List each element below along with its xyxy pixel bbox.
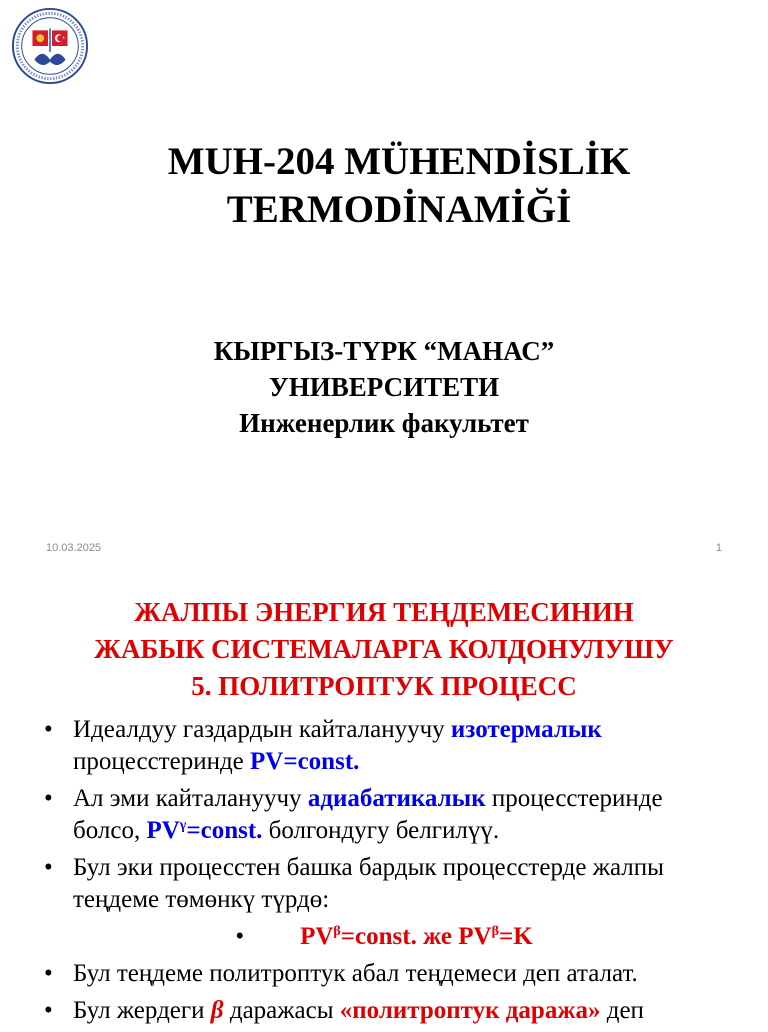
slide-heading — [0, 594, 768, 705]
bullet-text: Бул теңдеме политроптук абал теңдемеси деп аталат. — [73, 960, 638, 987]
formula-part: PV — [146, 817, 180, 844]
beta-symbol: β — [210, 997, 224, 1024]
slide-date: 10.03.2025 — [46, 542, 102, 554]
faculty-name: Инженерлик факультет — [239, 408, 529, 438]
bullet-text: Бул эки процесстен башка бардык процесстерде жалпы теңдеме төмөнкү түрдө: — [73, 854, 664, 913]
content-slide — [0, 572, 768, 1024]
list-item — [0, 714, 768, 778]
highlight-term: изотермалык — [450, 716, 602, 743]
highlight-term: «политроптук даража» — [339, 997, 601, 1024]
list-item — [0, 995, 768, 1027]
list-item — [0, 852, 768, 916]
bullet-icon: • — [44, 716, 53, 743]
slide-number: 1 — [715, 542, 722, 554]
bullet-text: процесстеринде болсо, — [73, 785, 663, 844]
formula-exponent: β — [333, 924, 341, 939]
formula-part: PV — [300, 923, 334, 950]
formula — [146, 817, 262, 844]
university-name-line2: УНИВЕРСИТЕТИ — [268, 372, 500, 402]
formula-exponent: γ — [179, 818, 187, 833]
list-item — [0, 783, 768, 847]
bullet-text: даражасы — [223, 997, 340, 1024]
list-item — [0, 958, 768, 990]
bullet-icon: • — [44, 854, 53, 881]
university-name-line1: КЫРГЫЗ-ТҮРК “МАНАС” — [213, 336, 555, 366]
formula: PV=const. — [250, 748, 360, 775]
bullet-list — [0, 714, 768, 1032]
bullet-text: Идеалдуу газдардын кайталануучу — [73, 716, 451, 743]
bullet-icon: • — [44, 997, 53, 1024]
university-block — [0, 333, 768, 441]
slide-heading-line1: ЖАЛПЫ ЭНЕРГИЯ ТЕҢДЕМЕСИНИН — [134, 597, 634, 627]
formula-part: =const. — [186, 817, 263, 844]
bullet-text: Ал эми кайталануучу — [73, 785, 308, 812]
bullet-icon: • — [44, 785, 53, 812]
bullet-icon: • — [235, 923, 245, 950]
bullet-text: болгондугу белгилүү. — [262, 817, 500, 844]
formula-exponent: β — [491, 924, 499, 939]
bullet-icon: • — [44, 960, 53, 987]
formula-part: =const. же PV — [340, 923, 492, 950]
formula-part: =K — [498, 923, 533, 950]
polytropic-formula — [300, 923, 533, 950]
highlight-term: адиабатикалык — [307, 785, 486, 812]
university-emblem-icon — [11, 7, 89, 85]
bullet-text: Бул жердеги — [73, 997, 211, 1024]
slide-heading-line3: 5. ПОЛИТРОПТУК ПРОЦЕСС — [191, 671, 577, 701]
course-title-line1: MUH-204 MÜHENDİSLİK — [167, 140, 631, 183]
course-title — [0, 138, 768, 234]
bullet-text: процесстеринде — [73, 748, 251, 775]
slide-heading-line2: ЖАБЫК СИСТЕМАЛАРГА КОЛДОНУЛУШУ — [94, 634, 674, 664]
list-item-formula — [0, 921, 768, 953]
bullet-text: деп — [600, 997, 644, 1024]
course-title-line2: TERMODİNAMİĞİ — [226, 188, 572, 231]
